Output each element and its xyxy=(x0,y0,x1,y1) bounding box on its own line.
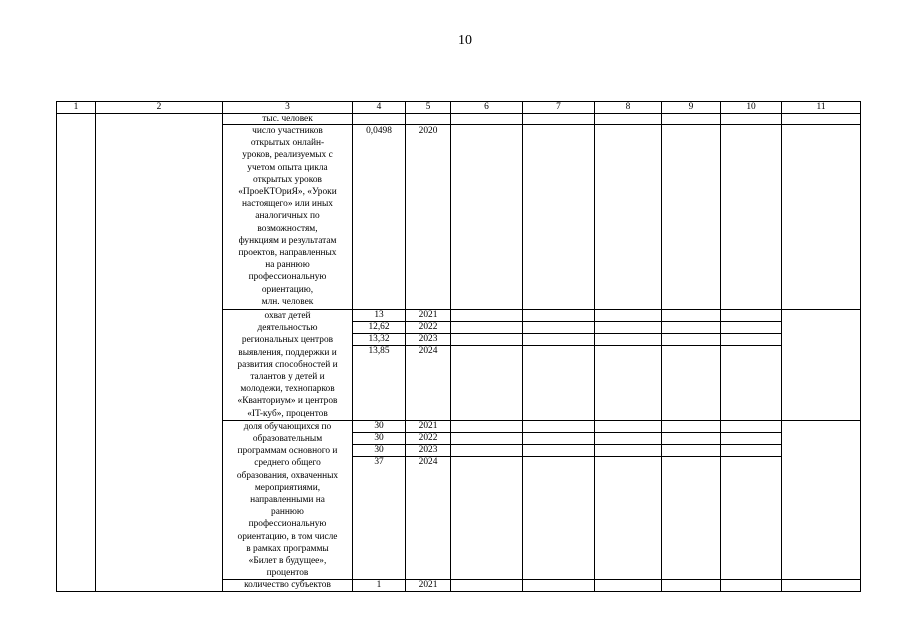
indicator-description: доля обучающихся по образовательным программам основного и среднего общего образования, охваченных мероприятиями, направленными на раннюю профессиональную ориентацию, в том числе в рамках программы «Билет в будущее», процентов xyxy=(223,420,353,580)
table-cell xyxy=(721,125,782,310)
table-cell xyxy=(782,580,861,592)
table-cell xyxy=(782,125,861,310)
col-header: 9 xyxy=(662,102,721,114)
table-cell xyxy=(451,468,523,580)
table-cell xyxy=(96,114,223,592)
col-header: 7 xyxy=(523,102,595,114)
year-cell: 2023 xyxy=(406,334,451,346)
table-cell xyxy=(662,310,721,322)
table-cell xyxy=(523,432,595,444)
col-header: 11 xyxy=(782,102,861,114)
table-cell xyxy=(595,432,662,444)
table-cell xyxy=(451,445,523,457)
table-cell xyxy=(662,445,721,457)
table-cell xyxy=(523,334,595,346)
value-cell: 37 xyxy=(353,457,406,469)
table-cell xyxy=(721,432,782,444)
year-cell: 2021 xyxy=(406,310,451,322)
col-header: 8 xyxy=(595,102,662,114)
indicators-table xyxy=(56,101,861,592)
value-cell: 13,85 xyxy=(353,346,406,358)
table-cell xyxy=(595,445,662,457)
table-cell xyxy=(595,357,662,420)
table-cell xyxy=(595,346,662,358)
table-cell xyxy=(595,310,662,322)
table-cell xyxy=(353,357,406,420)
table-cell xyxy=(782,310,861,421)
table-cell xyxy=(595,468,662,580)
table-cell xyxy=(523,322,595,334)
table-cell xyxy=(782,114,861,125)
value-cell: 13 xyxy=(353,310,406,322)
col-header: 3 xyxy=(223,102,353,114)
table-cell xyxy=(523,420,595,432)
year-cell: 2024 xyxy=(406,346,451,358)
table-cell xyxy=(523,457,595,469)
table-cell xyxy=(523,445,595,457)
table-cell xyxy=(662,457,721,469)
year-cell: 2020 xyxy=(406,125,451,310)
indicator-description: число участников открытых онлайн- уроков, реализуемых с учетом опыта цикла открытых уроков «ПроеКТОриЯ», «Уроки настоящего» или иных аналогичных по возможностям, функциям и результатам проектов, направленных на раннюю профессиональную ориентацию, млн. человек xyxy=(223,125,353,310)
table-cell xyxy=(406,468,451,580)
table-cell xyxy=(595,580,662,592)
table-cell xyxy=(721,420,782,432)
value-cell: 12,62 xyxy=(353,322,406,334)
table-cell xyxy=(662,114,721,125)
table-cell xyxy=(451,125,523,310)
table-cell xyxy=(353,468,406,580)
column-number-row xyxy=(57,102,861,114)
table-cell xyxy=(595,114,662,125)
table-cell xyxy=(721,322,782,334)
table-cell xyxy=(523,125,595,310)
table-cell xyxy=(451,420,523,432)
table-cell xyxy=(721,457,782,469)
table-cell xyxy=(721,468,782,580)
table-cell xyxy=(662,334,721,346)
table-cell xyxy=(451,310,523,322)
col-header: 1 xyxy=(57,102,96,114)
col-header: 4 xyxy=(353,102,406,114)
table-cell xyxy=(406,357,451,420)
table-cell xyxy=(353,114,406,125)
value-cell: 0,0498 xyxy=(353,125,406,310)
indicator-description: охват детей деятельностью региональных центров выявления, поддержки и развития способностей и талантов у детей и молодежи, технопарков «Кванториум» и центров «IT-куб», процентов xyxy=(223,310,353,421)
page-number: 10 xyxy=(458,33,472,48)
table-cell xyxy=(451,346,523,358)
year-cell: 2021 xyxy=(406,420,451,432)
table-cell xyxy=(523,346,595,358)
table-cell xyxy=(595,322,662,334)
table-cell xyxy=(595,420,662,432)
table-cell xyxy=(523,310,595,322)
table-cell xyxy=(662,322,721,334)
col-header: 5 xyxy=(406,102,451,114)
col-header: 2 xyxy=(96,102,223,114)
table-cell xyxy=(523,357,595,420)
table-cell xyxy=(662,432,721,444)
col-header: 6 xyxy=(451,102,523,114)
value-cell: 30 xyxy=(353,432,406,444)
year-cell: 2022 xyxy=(406,322,451,334)
table-cell xyxy=(451,114,523,125)
table-cell xyxy=(721,310,782,322)
value-cell: 30 xyxy=(353,420,406,432)
table-cell xyxy=(451,457,523,469)
table-cell xyxy=(721,445,782,457)
indicator-description: количество субъектов xyxy=(223,580,353,592)
table-cell xyxy=(57,114,96,592)
col-header: 10 xyxy=(721,102,782,114)
table-cell xyxy=(662,346,721,358)
table-cell xyxy=(721,346,782,358)
year-cell: 2021 xyxy=(406,580,451,592)
table-cell xyxy=(662,468,721,580)
table-cell xyxy=(721,357,782,420)
table-cell xyxy=(721,114,782,125)
table-cell xyxy=(523,114,595,125)
table-cell xyxy=(451,322,523,334)
table-cell xyxy=(662,580,721,592)
table-cell xyxy=(451,334,523,346)
table-cell xyxy=(782,420,861,580)
table-cell xyxy=(406,114,451,125)
value-cell: 30 xyxy=(353,445,406,457)
value-cell: 13,32 xyxy=(353,334,406,346)
table-cell xyxy=(523,468,595,580)
year-cell: 2023 xyxy=(406,445,451,457)
table-cell xyxy=(662,125,721,310)
table-cell xyxy=(595,457,662,469)
table-cell xyxy=(595,334,662,346)
table-row xyxy=(57,114,861,125)
table-cell xyxy=(451,357,523,420)
units-cell: тыс. человек xyxy=(223,114,353,125)
table-cell xyxy=(451,580,523,592)
table-cell xyxy=(595,125,662,310)
table-cell xyxy=(721,580,782,592)
table-cell xyxy=(662,357,721,420)
table-cell xyxy=(662,420,721,432)
table-cell xyxy=(523,580,595,592)
table-cell xyxy=(721,334,782,346)
value-cell: 1 xyxy=(353,580,406,592)
table-cell xyxy=(451,432,523,444)
year-cell: 2024 xyxy=(406,457,451,469)
year-cell: 2022 xyxy=(406,432,451,444)
